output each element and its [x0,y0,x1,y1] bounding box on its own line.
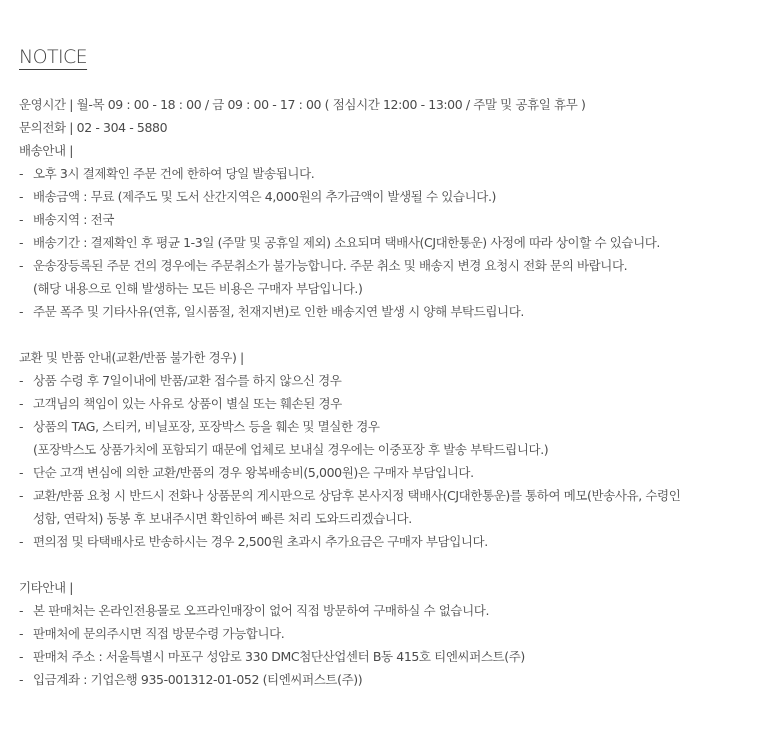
bullet: - [19,166,24,181]
bullet: - [19,304,24,319]
bullet: - [19,534,24,549]
shipping-section [19,93,749,323]
bullet: - [19,235,24,250]
shipping-heading: 배송안내 | [19,143,74,158]
shipping-item-text: 운송장등록된 주문 건의 경우에는 주문취소가 불가능합니다. 주문 취소 및 배송지 변경 요청시 전화 문의 바랍니다. [33,258,628,273]
list-item [19,162,749,185]
list-item [19,392,749,415]
list-item [19,530,749,553]
list-item [19,622,749,645]
list-item [19,645,749,668]
list-item [19,599,749,622]
shipping-item-text: 배송지역 : 전국 [33,212,115,227]
notice-title: NOTICE [19,46,88,68]
bullet: - [19,626,24,641]
shipping-item-text: 배송금액 : 무료 (제주도 및 도서 산간지역은 4,000원의 추가금액이 발생될 수 있습니다.) [33,189,497,204]
list-item [19,461,749,484]
exchange-note-continued: 성함, 연락처) 동봉 후 보내주시면 확인하여 빠른 처리 도와드리겠습니다. [33,511,412,526]
bullet: - [19,396,24,411]
shipping-item-text: 주문 폭주 및 기타사유(연휴, 일시품절, 천재지변)로 인한 배송지연 발생 시 양해 부탁드립니다. [33,304,524,319]
exchange-item-text: 단순 고객 변심에 의한 교환/반품의 경우 왕복배송비(5,000원)은 구매자 부담입니다. [33,465,474,480]
list-item [19,208,749,231]
list-item [19,300,749,323]
exchange-item-text: 상품의 TAG, 스티커, 비닐포장, 포장박스 등을 훼손 및 멸실한 경우 [33,419,380,434]
bullet: - [19,419,24,434]
other-item-text: 입금계좌 : 기업은행 935-001312-01-052 (티엔씨퍼스트(주)) [33,672,363,687]
exchange-note: (포장박스도 상품가치에 포함되기 때문에 업체로 보내실 경우에는 이중포장 후 발송 부탁드립니다.) [33,442,549,457]
exchange-item-text: 상품 수령 후 7일이내에 반품/교환 접수를 하지 않으신 경우 [33,373,342,388]
list-item [19,254,749,277]
bullet: - [19,189,24,204]
exchange-heading: 교환 및 반품 안내(교환/반품 불가한 경우) | [19,350,244,365]
exchange-section [19,346,749,553]
list-item [19,668,749,691]
shipping-note: (해당 내용으로 인해 발생하는 모든 비용은 구매자 부담입니다.) [33,281,363,296]
contact-phone: 문의전화 | 02 - 304 - 5880 [19,120,168,135]
bullet: - [19,258,24,273]
bullet: - [19,212,24,227]
exchange-item-text: 편의점 및 타택배사로 반송하시는 경우 2,500원 초과시 추가요금은 구매자 부담입니다. [33,534,488,549]
bullet: - [19,488,24,503]
list-item [19,369,749,392]
shipping-item-text: 배송기간 : 결제확인 후 평균 1-3일 (주말 및 공휴일 제외) 소요되며 택배사(CJ대한통운) 사정에 따라 상이할 수 있습니다. [33,235,660,250]
operating-hours: 운영시간 | 월-목 09 : 00 - 18 : 00 / 금 09 : 00 - 17 : 00 ( 점심시간 12:00 - 13:00 / 주말 및 공휴일 휴무 ) [19,97,586,112]
other-heading: 기타안내 | [19,580,74,595]
bullet: - [19,465,24,480]
other-info-section [19,576,749,691]
other-item-text: 판매처 주소 : 서울특별시 마포구 성암로 330 DMC첨단산업센터 B동 415호 티엔씨퍼스트(주) [33,649,525,664]
list-item [19,484,749,507]
other-item-text: 판매처에 문의주시면 직접 방문수령 가능합니다. [33,626,285,641]
bullet: - [19,603,24,618]
exchange-item-text: 고객님의 책임이 있는 사유로 상품이 별실 또는 훼손된 경우 [33,396,342,411]
other-item-text: 본 판매처는 온라인전용몰로 오프라인매장이 없어 직접 방문하여 구매하실 수 없습니다. [33,603,490,618]
exchange-item-text: 교환/반품 요청 시 반드시 전화나 상품문의 게시판으로 상담후 본사지정 택배사(CJ대한통운)를 통하여 메모(반송사유, 수령인 [33,488,681,503]
shipping-item-text: 오후 3시 결제확인 주문 건에 한하여 당일 발송됩니다. [33,166,315,181]
list-item [19,185,749,208]
bullet: - [19,373,24,388]
list-item [19,415,749,438]
bullet: - [19,672,24,687]
bullet: - [19,649,24,664]
list-item [19,231,749,254]
